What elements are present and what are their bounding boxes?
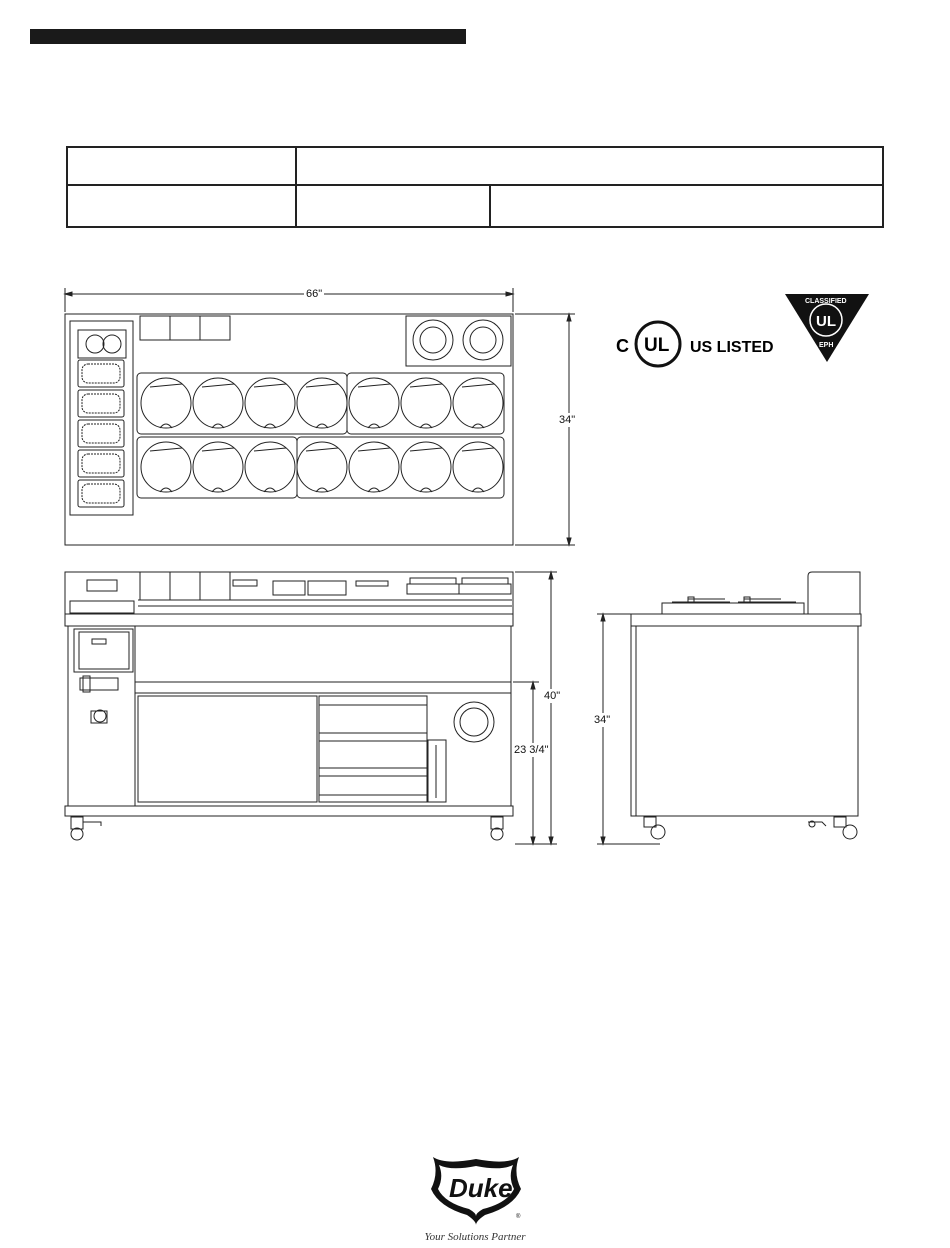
duke-logo — [425, 1153, 527, 1227]
dim-side-height: 34" — [594, 714, 611, 726]
dim-top-width: 66" — [306, 288, 323, 300]
classified-eph-label: EPH — [819, 342, 834, 349]
dim-front-counter-height: 23 3/4" — [514, 744, 549, 756]
dim-top-depth: 34" — [559, 414, 576, 426]
classified-ul-mark: UL — [816, 313, 836, 330]
ul-listed-icon — [612, 318, 787, 370]
ul-listed-label: US LISTED — [690, 339, 774, 356]
dim-front-height: 40" — [544, 690, 561, 702]
brand-tagline: Your Solutions Partner — [424, 1231, 526, 1243]
ul-classified-eph-icon — [785, 293, 869, 363]
ul-mark-label: UL — [644, 335, 670, 356]
svg-text:®: ® — [516, 1214, 521, 1220]
classified-label: CLASSIFIED — [805, 298, 847, 305]
ul-c-label: C — [616, 336, 629, 356]
duke-logo-text: Duke — [449, 1173, 513, 1203]
